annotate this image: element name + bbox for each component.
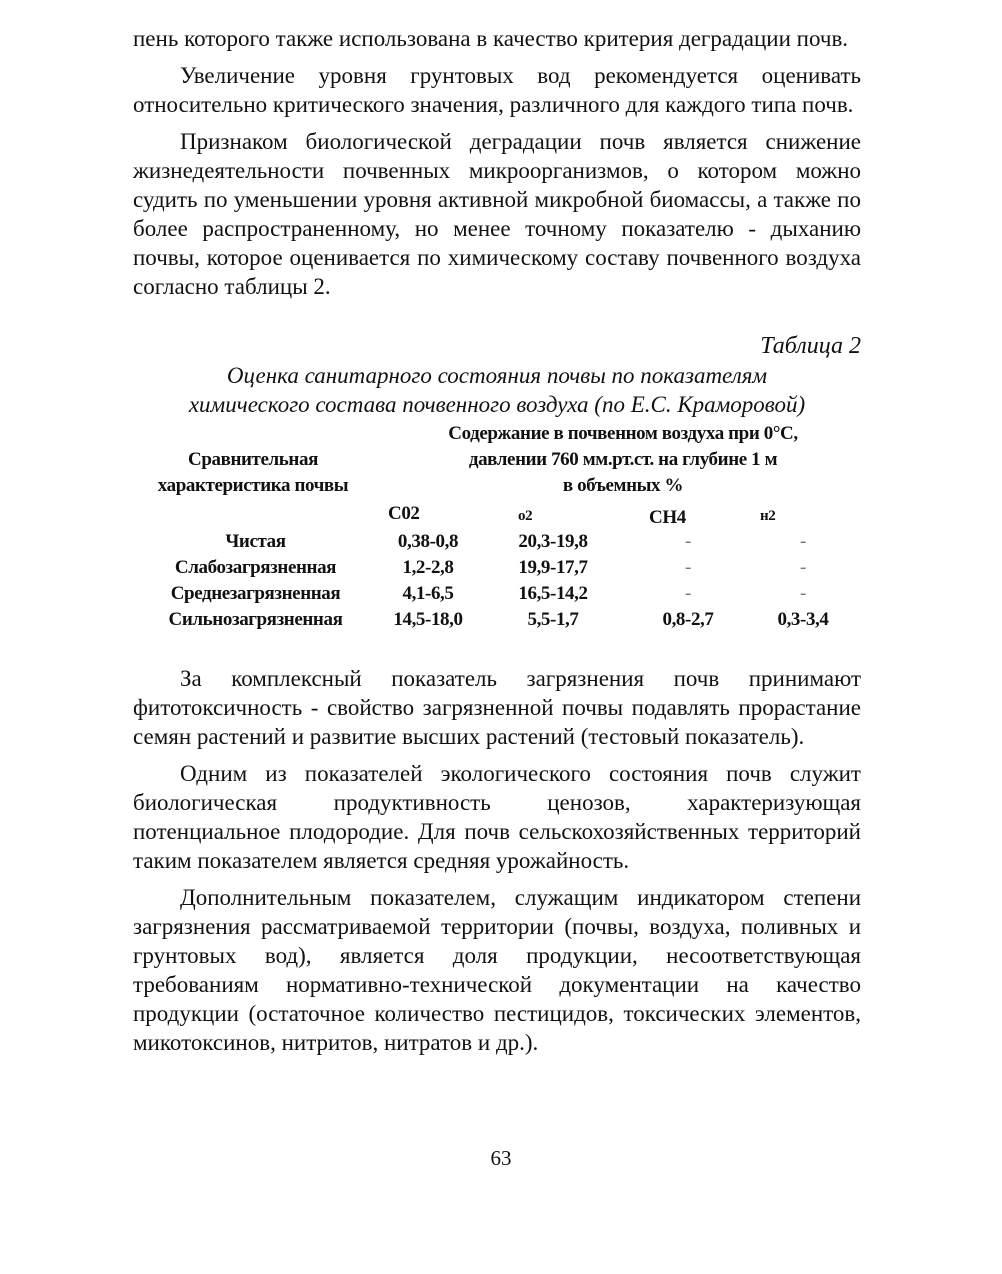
table-header-right-1: Содержание в почвенном воздуха при 0°С,: [448, 423, 798, 444]
table-cell-o2: 19,9-17,7: [518, 557, 588, 578]
table-row-label: Чистая: [225, 531, 286, 552]
subheader-h2: н2: [760, 508, 776, 524]
table-row-label: Слабозагрязненная: [174, 557, 337, 578]
table-header-left-1: Сравнительная: [188, 449, 318, 470]
table-header-right-3: в объемных %: [562, 475, 684, 496]
subheader-ch4: СН4: [649, 507, 686, 528]
table-cell-h2: -: [800, 557, 806, 578]
paragraph-biological-degradation: Признаком биологической деградации почв является снижение жизнедеятельности почвенных микроорганизмов, о котором можно судить по уменьшении уровня активной микробной биомассы, а также по более распространенному, но менее точному показателю - дыханию почвы, которое оценивается по химическому составу почвенного воздуха согласно таблицы 2.: [133, 129, 861, 299]
paragraph-groundwater: Увеличение уровня грунтовых вод рекомендуется оценивать относительно критического значения, различного для каждого типа почв.: [133, 63, 861, 117]
table-cell-co2: 14,5-18,0: [393, 609, 463, 630]
table-header-right-2: давлении 760 мм.рт.ст. на глубине 1 м: [468, 449, 778, 470]
table-cell-co2: 1,2-2,8: [402, 557, 454, 578]
table-row-label: Среднезагрязненная: [170, 583, 341, 604]
table-row-label: Сильнозагрязненная: [168, 609, 343, 630]
paragraph-productivity: Одним из показателей экологического состояния почв служит биологическая продуктивность ценозов, характеризующая потенциальное плодородие. Для почв сельскохозяйственных территорий таким показателем является средняя урожайность.: [133, 761, 861, 873]
table-title-line2: химического состава почвенного воздуха (по Е.С. Краморовой): [188, 392, 806, 417]
subheader-o2: о2: [518, 508, 533, 524]
table-cell-h2: 0,3-3,4: [777, 609, 829, 630]
table-header-left-2: характеристика почвы: [157, 475, 349, 496]
paragraph-continuation: пень которого также использована в качество критерия деградации почв.: [133, 26, 849, 51]
table-cell-o2: 5,5-1,7: [527, 609, 579, 630]
table-cell-ch4: -: [685, 557, 691, 578]
paragraph-phytotoxicity: За комплексный показатель загрязнения почв принимают фитотоксичность - свойство загрязненной почвы подавлять прорастание семян растений и развитие высших растений (тестовый показатель).: [133, 666, 861, 749]
paragraph-product-share: Дополнительным показателем, служащим индикатором степени загрязнения рассматриваемой территории (почвы, воздуха, поливных и грунтовых вод), является доля продукции, несоответствующая требованиям нормативно-технической документации на качество продукции (остаточное количество пестицидов, токсических элементов, микотоксинов, нитритов, нитратов и др.).: [133, 885, 861, 1055]
page-number: 63: [490, 1146, 512, 1170]
table-label: Таблица 2: [760, 333, 861, 359]
table-cell-ch4: 0,8-2,7: [662, 609, 714, 630]
table-cell-co2: 4,1-6,5: [402, 583, 454, 604]
table-cell-o2: 16,5-14,2: [518, 583, 588, 604]
table-cell-ch4: -: [685, 531, 691, 552]
table-title-line1: Оценка санитарного состояния почвы по показателям: [226, 363, 768, 388]
table-cell-ch4: -: [685, 583, 691, 604]
table-cell-h2: -: [800, 531, 806, 552]
table-cell-h2: -: [800, 583, 806, 604]
soil-air-table: [133, 421, 861, 636]
page-body: [133, 24, 861, 1057]
subheader-co2: С02: [388, 503, 420, 524]
table-cell-o2: 20,3-19,8: [518, 531, 588, 552]
table-cell-co2: 0,38-0,8: [397, 531, 459, 552]
